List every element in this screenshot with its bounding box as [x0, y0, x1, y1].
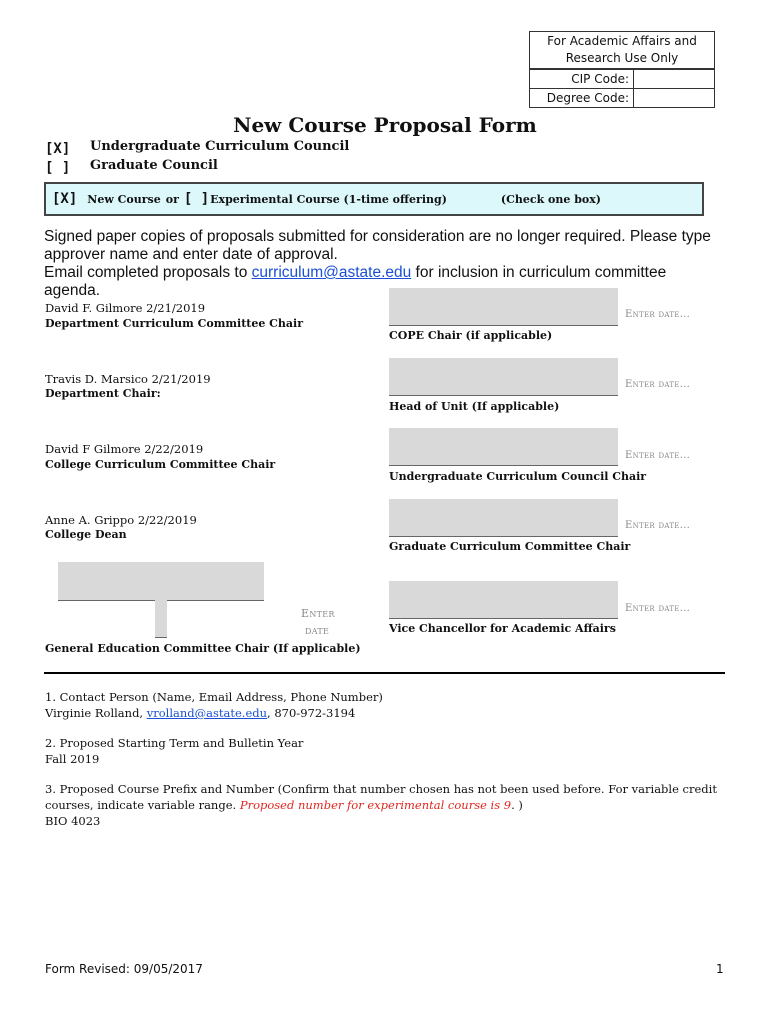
- use-only-header: For Academic Affairs and Research Use Only: [530, 32, 714, 69]
- section-divider: [44, 672, 725, 674]
- cope-chair-signature-field[interactable]: [389, 288, 618, 326]
- question-3: [45, 781, 725, 829]
- head-of-unit-signature-field[interactable]: [389, 358, 618, 396]
- question-3-red-note: Proposed number for experimental course is 9: [239, 798, 512, 812]
- experimental-course-checkbox[interactable]: [ ]: [183, 191, 210, 207]
- gen-ed-chair-role: General Education Committee Chair (If applicable): [45, 642, 361, 655]
- head-of-unit-role: Head of Unit (If applicable): [389, 400, 560, 413]
- gcc-chair-role: Graduate Curriculum Committee Chair: [389, 540, 631, 553]
- contact-phone: , 870-972-3194: [267, 706, 356, 720]
- gcc-chair-date-field[interactable]: Enter date...: [625, 520, 691, 531]
- cope-chair-date-field[interactable]: Enter date...: [625, 309, 691, 320]
- question-3-text: 3. Proposed Course Prefix and Number (Confirm that number chosen has not been used before. For variable credit courses, indicate variable range.: [45, 782, 717, 812]
- experimental-course-label: Experimental Course (1-time offering): [210, 192, 447, 206]
- question-3-label: [45, 781, 725, 813]
- council-undergrad[interactable]: [45, 138, 70, 157]
- college-dean-signature[interactable]: Anne A. Grippo 2/22/2019: [45, 513, 197, 527]
- gcc-chair-signature-field[interactable]: [389, 499, 618, 537]
- question-2-label: 2. Proposed Starting Term and Bulletin Year: [45, 736, 304, 750]
- check-one-note: (Check one box): [500, 192, 601, 206]
- contact-email-link[interactable]: vrolland@astate.edu: [146, 706, 268, 720]
- dept-chair-signature[interactable]: Travis D. Marsico 2/21/2019: [45, 372, 211, 386]
- new-course-checkbox[interactable]: [X]: [52, 191, 78, 207]
- course-type-box: [44, 182, 704, 216]
- dept-curriculum-chair-signature[interactable]: David F. Gilmore 2/21/2019: [45, 301, 206, 315]
- cip-code-row: [530, 69, 714, 88]
- gen-ed-signature-field[interactable]: [58, 562, 264, 601]
- ucc-chair-signature-field[interactable]: [389, 428, 618, 466]
- head-of-unit-date-field[interactable]: Enter date...: [625, 379, 691, 390]
- instructions-email-suffix: for inclusion in curriculum committee agenda.: [44, 264, 667, 299]
- question-1: [45, 689, 725, 721]
- question-2-answer[interactable]: Fall 2019: [45, 752, 100, 766]
- vc-academic-affairs-role: Vice Chancellor for Academic Affairs: [389, 622, 616, 635]
- instructions-line2: [44, 264, 724, 300]
- cope-chair-role: COPE Chair (if applicable): [389, 329, 553, 342]
- new-course-label: New Course: [87, 192, 161, 206]
- contact-name: Virginie Rolland,: [45, 706, 147, 720]
- degree-code-row: [530, 88, 714, 107]
- council-graduate-label: Graduate Council: [90, 158, 218, 173]
- council-undergrad-label: Undergraduate Curriculum Council: [90, 139, 350, 154]
- gen-ed-date-line1: Enter: [301, 607, 335, 620]
- degree-code-field[interactable]: [634, 89, 714, 107]
- or-label: or: [165, 192, 179, 206]
- ucc-chair-date-field[interactable]: Enter date...: [625, 450, 691, 461]
- college-curriculum-chair-signature[interactable]: David F Gilmore 2/22/2019: [45, 442, 204, 456]
- gen-ed-signature-field-continuation[interactable]: [155, 600, 167, 638]
- vc-academic-affairs-signature-field[interactable]: [389, 581, 618, 619]
- question-3-tail: . ): [511, 798, 523, 812]
- vc-academic-affairs-date-field[interactable]: Enter date...: [625, 603, 691, 614]
- college-dean-role: College Dean: [45, 528, 127, 541]
- instructions-line1: Signed paper copies of proposals submitted for consideration are no longer required. Please type approver name and enter date of approval.: [44, 228, 711, 263]
- question-3-answer[interactable]: BIO 4023: [45, 814, 101, 828]
- instructions-email-prefix: Email completed proposals to: [44, 264, 252, 281]
- instructions: [44, 228, 724, 300]
- cip-code-label: CIP Code:: [530, 70, 634, 88]
- college-curriculum-chair-role: College Curriculum Committee Chair: [45, 458, 276, 471]
- graduate-checkbox[interactable]: [ ]: [45, 160, 71, 176]
- question-1-answer[interactable]: [45, 705, 725, 721]
- undergrad-checkbox[interactable]: [X]: [45, 141, 71, 157]
- form-revised-footer: Form Revised: 09/05/2017: [45, 962, 203, 976]
- question-2: [45, 735, 725, 767]
- gen-ed-date-line2: date: [305, 624, 330, 637]
- council-graduate[interactable]: [45, 157, 70, 176]
- degree-code-label: Degree Code:: [530, 89, 634, 107]
- page-number: 1: [716, 962, 724, 976]
- gen-ed-date-field[interactable]: [301, 607, 335, 637]
- dept-chair-role: Department Chair:: [45, 387, 161, 400]
- curriculum-email-link[interactable]: curriculum@astate.edu: [251, 264, 412, 281]
- use-only-table: [529, 31, 715, 108]
- page-title: New Course Proposal Form: [233, 113, 537, 137]
- question-1-label: 1. Contact Person (Name, Email Address, Phone Number): [45, 690, 383, 704]
- ucc-chair-role: Undergraduate Curriculum Council Chair: [389, 470, 647, 483]
- cip-code-field[interactable]: [634, 70, 714, 88]
- dept-curriculum-chair-role: Department Curriculum Committee Chair: [45, 317, 304, 330]
